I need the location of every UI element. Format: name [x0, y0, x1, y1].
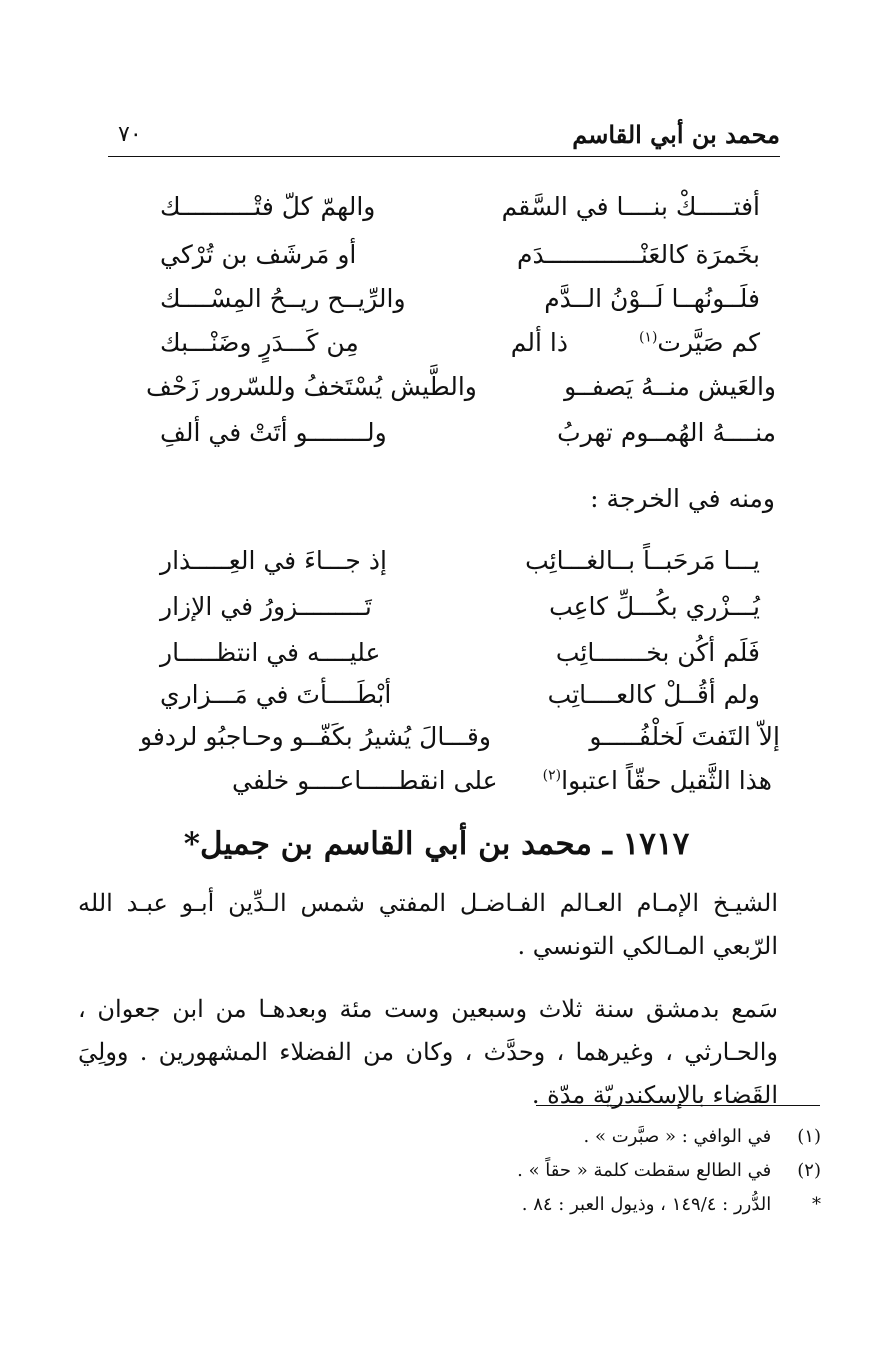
- footnote-mark: *: [812, 1194, 821, 1215]
- hemistich-right: يـــا مَرحَبــاً بــالغـــائِب: [525, 546, 760, 575]
- poem1-line-6: [160, 418, 776, 458]
- verse-text: هذا الثَّقيل حقّاً اعتبوا: [561, 766, 772, 795]
- hemistich-right: منــــهُ الهُمــوم تهربُ: [557, 418, 776, 447]
- poem1-line-3: [160, 284, 760, 324]
- footnote-text: الدُّرر : ١٤٩/٤ ، وذيول العبر : ٨٤ .: [521, 1194, 772, 1215]
- biography-paragraph-1: الشيـخ الإمـام العـالم الفـاضـل المفتي شمس الـدِّين أبـو عبـد الله الرّبعي المـالكي التونسي .: [78, 889, 778, 960]
- footnote-mark: (٢): [797, 1160, 821, 1181]
- biography-paragraph-2: سَمع بدمشق سنة ثلاث وسبعين وست مئة وبعدهـا من ابن جعوان ، والحـارثي ، وغيرهما ، وحدَّث ، وكان من الفضلاء المشهورين . وولِيَ القَضاء بالإسكندريّة مدّة .: [78, 995, 778, 1109]
- footnote-3: [381, 1194, 821, 1215]
- hemistich-left: مِن كَـــدَرٍ وضَنْـــبك: [160, 328, 359, 357]
- page-number: ٧٠: [118, 122, 142, 147]
- footnote-ref-1: (١): [638, 329, 658, 346]
- hemistich-right: [639, 328, 760, 357]
- footnote-ref-2: (٢): [542, 767, 562, 784]
- hemistich-left: والطَّيش يُسْتَخفُ وللسّرور زَحْف: [146, 372, 477, 401]
- poem2-line-5: [140, 722, 780, 762]
- poem2-line-6: [232, 766, 772, 806]
- footnote-separator: [536, 1105, 820, 1106]
- footnote-1: [381, 1126, 821, 1147]
- hemistich-left: وقـــالَ يُشيرُ بكَفّــو وحـاجبُو لردفو: [140, 722, 491, 751]
- hemistich-left: على انقطـــــاعــــو خلفي: [232, 766, 498, 795]
- hemistich-left: والهمّ كلّ فتْــــــــــك: [160, 192, 376, 221]
- hemistich-left: تَـــــــــزورُ في الإزار: [160, 592, 372, 621]
- hemistich-left: إذ جـــاءَ في العِـــــذار: [160, 546, 387, 575]
- hemistich-right: يُـــزْري بكُـــلِّ كاعِب: [549, 592, 760, 621]
- hemistich-right: فلَــونُهــا لَــوْنُ الــدَّم: [544, 284, 760, 313]
- poem1-line-2: [160, 240, 760, 280]
- hemistich-right: بخَمرَة كالعَنْـــــــــــــدَم: [517, 240, 760, 269]
- hemistich-left: عليــــه في انتظـــــار: [160, 638, 381, 667]
- poem2-line-4: [160, 680, 760, 720]
- biography-title: ١٧١٧ ـ محمد بن أبي القاسم بن جميل*: [183, 826, 690, 862]
- poem1-line-5: [146, 372, 776, 412]
- footnote-text: في الطالع سقطت كلمة « حقاً » .: [517, 1160, 772, 1181]
- hemistich-right: ولم أقُــلْ كالعــــاتِب: [547, 680, 760, 709]
- footnote-2: [381, 1160, 821, 1181]
- poem1-line-1: [160, 192, 760, 232]
- hemistich-left: أو مَرشَف بن تُرْكي: [160, 240, 357, 269]
- poem1-line-4: [160, 328, 760, 368]
- hemistich-right-b: ذا ألم: [510, 328, 568, 357]
- footnote-mark: (١): [797, 1126, 821, 1147]
- hemistich-right: فَلَم أكُن بخـــــــائِب: [555, 638, 760, 667]
- poem2-line-2: [160, 592, 760, 632]
- hemistich-right: إلاّ التَفتَ لَخلْفُـــــو: [589, 722, 780, 751]
- hemistich-left: أبْطَــــأتَ في مَـــزاري: [160, 680, 392, 709]
- poem2-line-3: [160, 638, 760, 678]
- section-intro: ومنه في الخرجة :: [590, 484, 775, 513]
- hemistich-right: [543, 766, 772, 795]
- poem2-line-1: [160, 546, 760, 586]
- header-title: محمد بن أبي القاسم: [572, 120, 780, 149]
- running-header: [108, 110, 780, 157]
- hemistich-left: ولــــــــو أتَتْ في ألفِ: [160, 418, 387, 447]
- hemistich-right: والعَيش منــهُ يَصفــو: [564, 372, 776, 401]
- verse-text: كم صَيَّرت: [657, 328, 760, 357]
- hemistich-left: والرِّيــح ريــحُ المِسْــــك: [160, 284, 406, 313]
- footnote-text: في الوافي : « صبَّرت » .: [583, 1126, 772, 1147]
- hemistich-right: أفتـــــكْ بنــــا في السَّقم: [501, 192, 760, 221]
